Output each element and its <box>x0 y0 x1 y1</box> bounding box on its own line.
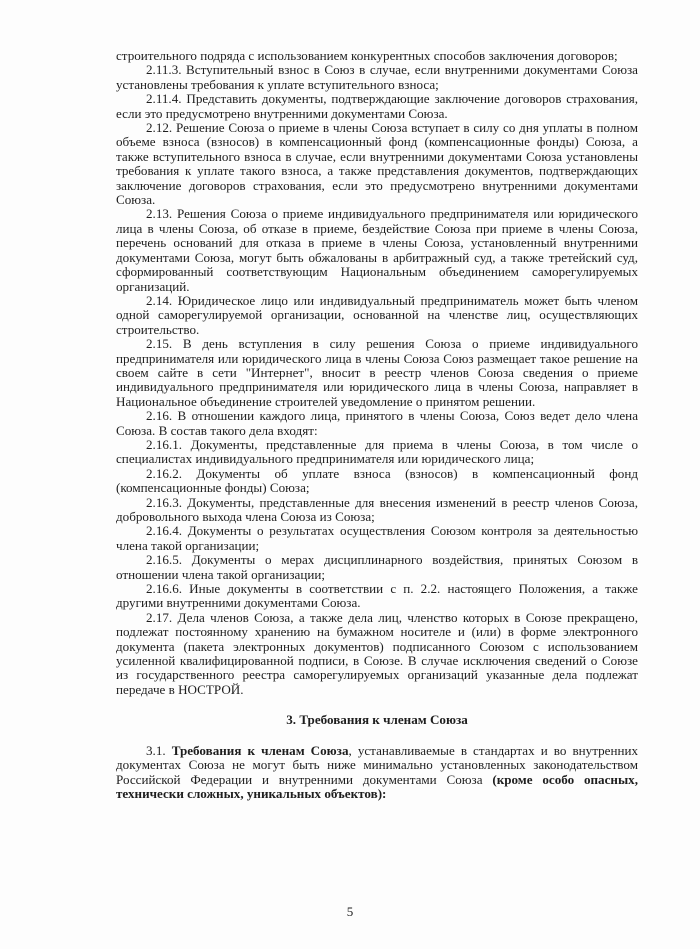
paragraph-2-11-3: 2.11.3. Вступительный взнос в Союз в случае, если внутренними документами Союза установлены требования к уплате вступительного взноса; <box>116 62 638 92</box>
page-number: 5 <box>346 904 354 919</box>
section-3-heading: 3. Требования к членам Союза <box>286 712 468 728</box>
paragraph-2-13: 2.13. Решения Союза о приеме индивидуального предпринимателя или юридического лица в члены Союза, об отказе в приеме, бездействие Союза при приеме в члены Союза, перечень оснований для отказа в приеме в члены Союза, установленный внутренними документами Союза, могут быть обжалованы в арбитражный суд, а также третейский суд, сформированный соответствующим Национальным объединением саморегулируемых организаций. <box>116 206 638 294</box>
paragraph-3-1 <box>116 744 638 802</box>
paragraph-2-16-5: 2.16.5. Документы о мерах дисциплинарного воздействия, принятых Союзом в отношении члена такой организации; <box>116 552 638 582</box>
paragraph-2-14: 2.14. Юридическое лицо или индивидуальный предприниматель может быть членом одной саморегулируемой организации, основанной на членстве лиц, осуществляющих строительство. <box>116 292 638 337</box>
paragraph-2-17: 2.17. Дела членов Союза, а также дела лиц, членство которых в Союзе прекращено, подлежат постоянному хранению на бумажном носителе и (или) в форме электронного документа (пакета электронных документов) подписанного Союзом с использованием усиленной квалифицированной подписи, в Союзе. В случае исключения сведений о Союзе из государственного реестра саморегулируемых организаций указанные дела подлежат передаче в НОСТРОЙ. <box>116 609 638 697</box>
paragraph-2-16: 2.16. В отношении каждого лица, принятого в члены Союза, Союз ведет дело члена Союза. В состав такого дела входят: <box>116 408 638 438</box>
paragraph-2-12: 2.12. Решение Союза о приеме в члены Союза вступает в силу со дня уплаты в полном объеме взноса (взносов) в компенсационный фонд (компенсационные фонды) Союза, а также вступительного взноса в случае, если внутренними документами Союза установлены требования к уплате такого взноса, а также представления документов, подтверждающих заключение договоров страхования, если это предусмотрено внутренними документами Союза. <box>116 120 638 208</box>
document-body <box>116 49 638 801</box>
paragraph-2-16-4: 2.16.4. Документы о результатах осуществления Союзом контроля за деятельностью члена такой организации; <box>116 523 638 553</box>
paragraph-2-16-3: 2.16.3. Документы, представленные для внесения изменений в реестр членов Союза, добровольного выхода члена Союза из Союза; <box>116 494 638 524</box>
paragraph-3-1-bold-start: Требования к членам Союза <box>171 742 349 758</box>
paragraph-3-1-number: 3.1. <box>146 742 166 758</box>
paragraph-2-11-4: 2.11.4. Представить документы, подтверждающие заключение договоров страхования, если это предусмотрено внутренними документами Союза. <box>116 91 638 121</box>
paragraph-3-1-text: , устанавливаемые в стандартах и во внутренних документах Союза не могут быть ниже минимально установленных законодательством Российской Федерации и внутренними документами Союза <box>116 742 639 787</box>
paragraph-2-16-2: 2.16.2. Документы об уплате взноса (взносов) в компенсационный фонд (компенсационные фонды) Союза; <box>116 465 638 496</box>
paragraph-3-1-bold-end: (кроме особо опасных, технически сложных, уникальных объектов): <box>116 771 638 801</box>
paragraph-2-16-1: 2.16.1. Документы, представленные для приема в члены Союза, в том числе о специалистах индивидуального предпринимателя или юридического лица; <box>116 436 638 467</box>
paragraph-2-16-6: 2.16.6. Иные документы в соответствии с п. 2.2. настоящего Положения, а также другими внутренними документами Союза. <box>116 581 638 611</box>
paragraph-continuation: строительного подряда с использованием конкурентных способов заключения договоров; <box>116 48 618 63</box>
paragraph-2-15: 2.15. В день вступления в силу решения Союза о приеме индивидуального предпринимателя или юридического лица в члены Союза Союз размещает такое решение на своем сайте в сети "Интернет", вносит в реестр членов Союза сведения о приеме индивидуального предпринимателя или юридического лица в члены Союза, направляет в Национальное объединение строителей уведомление о принятом решении. <box>116 336 638 409</box>
